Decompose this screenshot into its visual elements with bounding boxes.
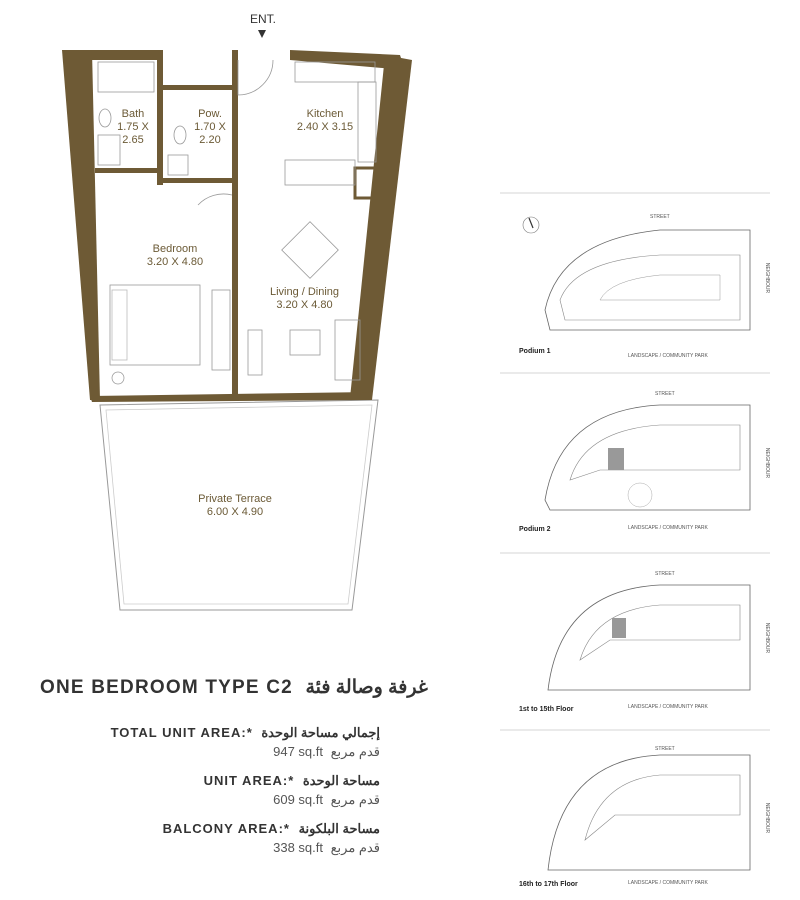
balcony-area-row: BALCONY AREA:* مساحة البلكونة 338 sq.ft قدم مربع: [162, 821, 380, 855]
key-plan-2-drawing: [545, 405, 750, 510]
kp4-street: STREET: [655, 746, 675, 752]
title-english: ONE BEDROOM TYPE C2: [40, 677, 293, 698]
unit-type-title: [40, 676, 428, 699]
pow-dim1: 1.70 X: [194, 121, 226, 133]
unit-area-unit-ar: قدم مربع: [330, 792, 380, 807]
key-plan-4-drawing: [548, 755, 750, 870]
lamp: [112, 372, 124, 384]
terrace-name: Private Terrace: [198, 493, 272, 505]
kitchen-island: [285, 160, 355, 185]
kp3-park: LANDSCAPE / COMMUNITY PARK: [628, 704, 708, 710]
bedroom-name: Bedroom: [152, 243, 198, 255]
terrace-label: [180, 493, 290, 519]
bath-name: Bath: [121, 108, 145, 120]
coffee-table: [290, 330, 320, 355]
kp2-park: LANDSCAPE / COMMUNITY PARK: [628, 525, 708, 531]
terrace-dim: 6.00 X 4.90: [206, 506, 264, 518]
wardrobe: [212, 290, 230, 370]
key-plan-3-drawing: [548, 585, 750, 690]
kitchen-dim: 2.40 X 3.15: [296, 121, 354, 133]
pow-dim2: 2.20: [199, 134, 221, 146]
bedroom-label: [125, 243, 225, 269]
title-arabic: غرفة وصالة فئة: [305, 677, 428, 698]
key-plan-1-drawing: [523, 217, 750, 330]
kitchen-label: [280, 108, 370, 134]
living-door-swing: [198, 194, 232, 205]
pow-label: [185, 108, 235, 147]
living-name: Living / Dining: [269, 286, 340, 298]
kp1-name: Podium 1: [519, 348, 551, 355]
kp4-name: 16th to 17th Floor: [519, 881, 578, 888]
unit-area-label: UNIT AREA: [203, 773, 283, 788]
kp4-park: LANDSCAPE / COMMUNITY PARK: [628, 880, 708, 886]
kp4-neighbour: NEIGHBOUR: [764, 802, 771, 834]
total-area-row: TOTAL UNIT AREA:* إجمالي مساحة الوحدة 947 sq.ft قدم مربع: [110, 725, 380, 759]
left-wall: [62, 50, 100, 400]
kp1-park: LANDSCAPE / COMMUNITY PARK: [628, 353, 708, 359]
pow-sink: [168, 155, 188, 175]
bed: [110, 285, 200, 365]
pow-name: Pow.: [198, 108, 222, 120]
kp2-name: Podium 2: [519, 526, 551, 533]
shower: [98, 62, 154, 92]
total-area-unit-ar: قدم مربع: [330, 744, 380, 759]
wall-bath-bottom: [95, 168, 163, 173]
kp3-neighbour: NEIGHBOUR: [764, 622, 771, 654]
living-label: [252, 286, 357, 312]
kp2-neighbour: NEIGHBOUR: [764, 447, 771, 479]
balcony-area-label: BALCONY AREA: [162, 821, 279, 836]
unit-area-value: 609 sq.ft: [273, 792, 323, 807]
kp1-street: STREET: [650, 214, 670, 220]
kp1-neighbour: NEIGHBOUR: [764, 262, 771, 294]
bedroom-dim: 3.20 X 4.80: [146, 256, 204, 268]
entrance-label: ENT.: [250, 12, 277, 26]
entry-door-swing: [238, 60, 273, 95]
top-wall-left: [62, 50, 160, 60]
balcony-area-label-ar: مساحة البلكونة: [298, 821, 380, 836]
kp2-street: STREET: [655, 391, 675, 397]
total-area-label-ar: إجمالي مساحة الوحدة: [261, 725, 380, 740]
balcony-area-value: 338 sq.ft: [273, 840, 323, 855]
unit-area-label-ar: مساحة الوحدة: [302, 773, 380, 788]
wall-pow-top: [163, 85, 235, 90]
bath-dim2: 2.65: [122, 134, 144, 146]
kp3-name: 1st to 15th Floor: [519, 706, 574, 713]
total-area-value: 947 sq.ft: [273, 744, 323, 759]
kitchen-name: Kitchen: [306, 108, 344, 120]
dining-table: [282, 222, 339, 279]
wall-pow-bottom: [163, 178, 235, 183]
balcony-area-unit-ar: قدم مربع: [330, 840, 380, 855]
wall-entry-left: [232, 50, 238, 395]
kp3-street: STREET: [655, 571, 675, 577]
living-dim: 3.20 X 4.80: [276, 299, 333, 311]
bath-label: [108, 108, 158, 147]
total-area-label: TOTAL UNIT AREA: [110, 725, 242, 740]
bed-pillow: [112, 290, 127, 360]
bath-dim1: 1.75 X: [117, 121, 149, 133]
entrance-arrow-icon: [258, 30, 266, 38]
tv-unit: [248, 330, 262, 375]
right-wall: [350, 55, 412, 400]
unit-area-row: UNIT AREA:* مساحة الوحدة 609 sq.ft قدم مربع: [203, 773, 380, 807]
